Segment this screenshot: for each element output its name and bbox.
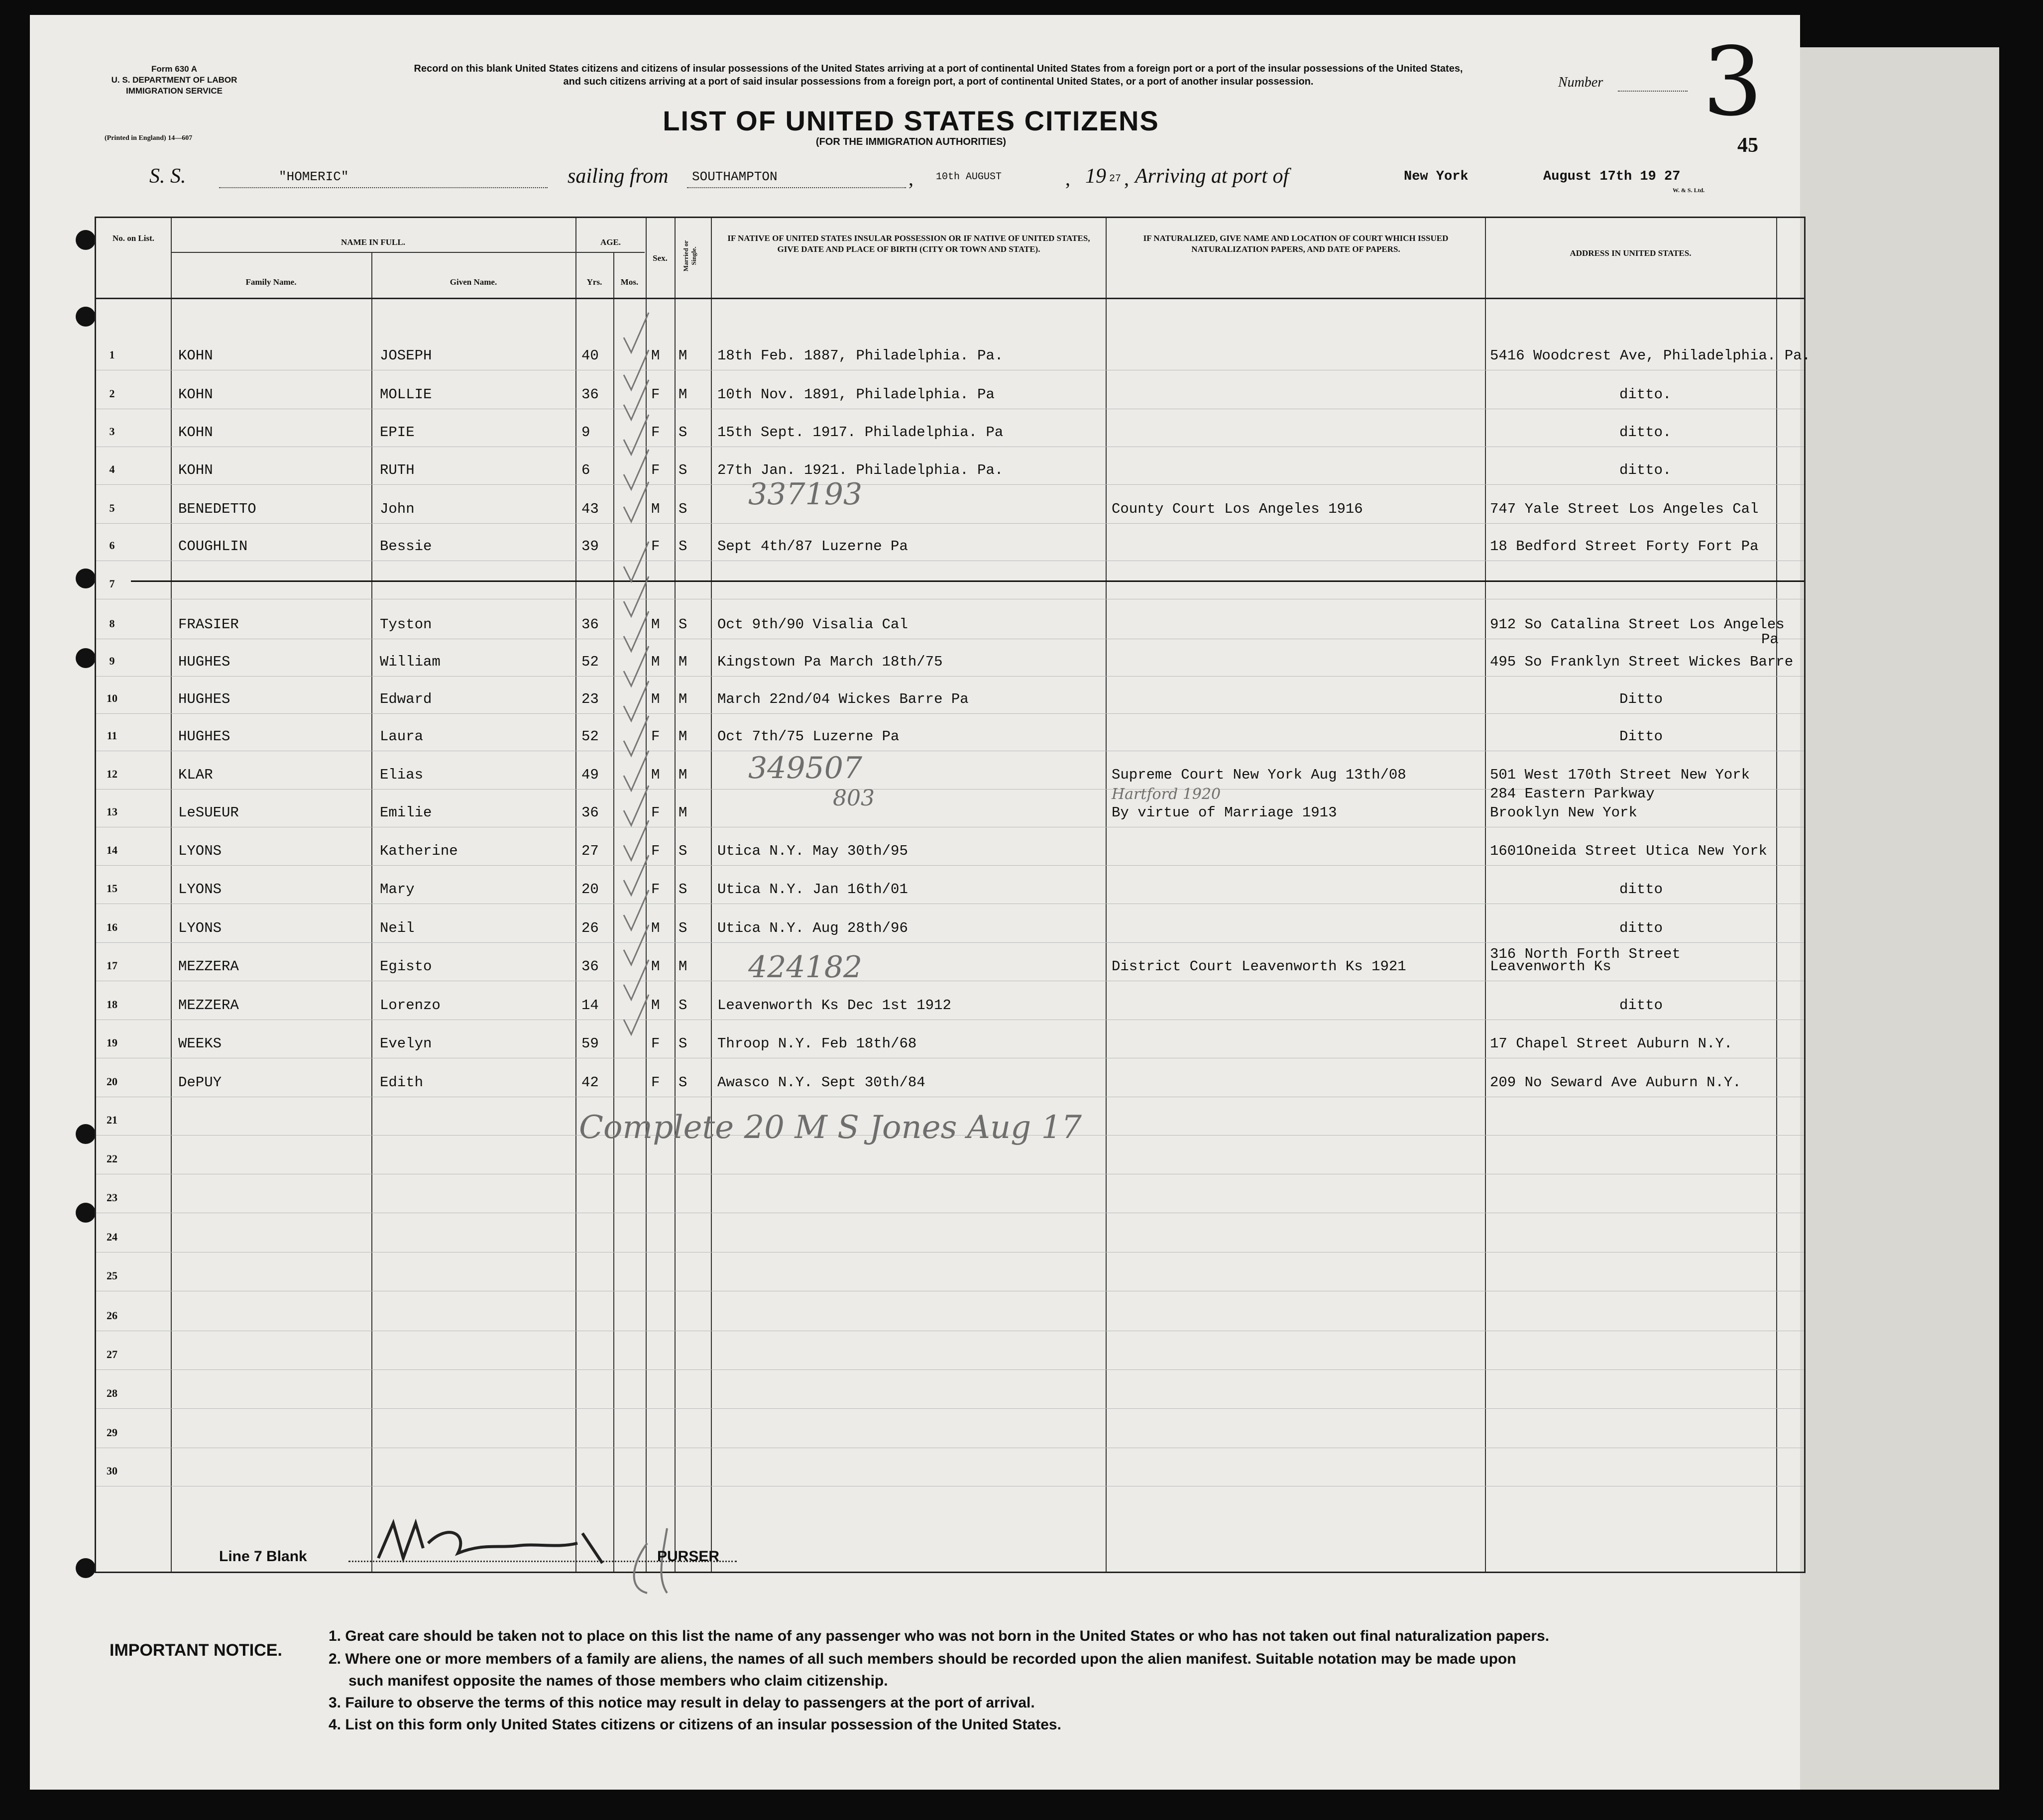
notice-title: IMPORTANT NOTICE.: [110, 1641, 282, 1660]
cell-addr: ditto: [1619, 920, 1663, 936]
cell-yrs: 23: [581, 691, 599, 707]
cell-family: KOHN: [178, 347, 213, 364]
hw-cert-13: 803: [833, 786, 875, 811]
cell-given: Egisto: [380, 958, 432, 975]
row-number: 22: [107, 1152, 117, 1165]
hw-complete: Complete 20 M S Jones Aug 17: [579, 1109, 1082, 1146]
cell-yrs: 52: [581, 728, 599, 745]
number-label: Number: [1558, 75, 1603, 90]
manifest-page: [30, 15, 1811, 1790]
cell-birth: 10th Nov. 1891, Philadelphia. Pa: [717, 386, 995, 403]
arriving-label: Arriving at port of: [1135, 165, 1289, 188]
row-number: 13: [107, 805, 117, 818]
page-number: 45: [1737, 134, 1758, 157]
cell-addr: Ditto: [1619, 728, 1663, 745]
col-divider: [675, 218, 676, 1572]
date-from: 10th AUGUST: [936, 171, 1002, 183]
row-number: 30: [107, 1465, 117, 1477]
cell-ms: M: [679, 386, 687, 403]
cell-given: Katherine: [380, 843, 458, 859]
cell-given: Lorenzo: [380, 997, 441, 1014]
cell-given: Neil: [380, 920, 415, 936]
notice-item: such manifest opposite the names of those members who claim citizenship.: [348, 1673, 888, 1689]
cell-ms: S: [679, 1074, 687, 1091]
line7-rule: [131, 580, 1804, 582]
cell-given: Edith: [380, 1074, 424, 1091]
row-number: 16: [107, 921, 117, 933]
cell-sex: F: [651, 843, 660, 859]
binder-hole: [76, 1558, 96, 1578]
cell-nat: Supreme Court New York Aug 13th/08: [1112, 767, 1406, 783]
cell-family: KOHN: [178, 424, 213, 441]
form-number: Form 630 A: [151, 64, 197, 74]
cell-sex: M: [651, 920, 660, 936]
cell-addr: ditto.: [1619, 386, 1672, 403]
row-number: 6: [109, 539, 115, 552]
cell-ms: S: [679, 997, 687, 1014]
cell-yrs: 52: [581, 654, 599, 670]
cell-family: DePUY: [178, 1074, 222, 1091]
row-number: 14: [107, 844, 117, 856]
cell-family: LYONS: [178, 920, 222, 936]
comma-2: ,: [1065, 167, 1070, 190]
cell-yrs: 36: [581, 958, 599, 975]
hw-note-13: Hartford 1920: [1112, 786, 1221, 803]
cell-yrs: 36: [581, 804, 599, 821]
cell-ms: M: [679, 804, 687, 821]
port-line: [687, 187, 906, 188]
cell-sex: F: [651, 462, 660, 478]
cell-ms: S: [679, 424, 687, 441]
cell-sex: M: [651, 767, 660, 783]
cell-family: COUGHLIN: [178, 538, 248, 555]
cell-given: Bessie: [380, 538, 432, 555]
cell-family: HUGHES: [178, 728, 230, 745]
page-edge: [1800, 47, 1999, 1790]
cell-addr: ditto.: [1619, 462, 1672, 478]
service: IMMIGRATION SERVICE: [126, 86, 223, 96]
col-married-single: Married or Single.: [682, 240, 697, 272]
cell-given: RUTH: [380, 462, 415, 478]
page-title: LIST OF UNITED STATES CITIZENS: [663, 105, 1159, 136]
notice-item: 2. Where one or more members of a family are aliens, the names of all such members should be recorded upon the alien manifest. Suitable notation may be made upon: [329, 1651, 1516, 1667]
cell-addr: ditto: [1619, 997, 1663, 1014]
row-rule: [96, 676, 1804, 677]
cell-birth: 15th Sept. 1917. Philadelphia. Pa: [717, 424, 1004, 441]
cell-sex: M: [651, 958, 660, 975]
col-divider: [711, 218, 712, 1572]
row-number: 17: [107, 959, 117, 972]
cell-yrs: 39: [581, 538, 599, 555]
cell-ms: S: [679, 501, 687, 517]
row-number: 23: [107, 1191, 117, 1204]
cell-nat: County Court Los Angeles 1916: [1112, 501, 1363, 517]
row-number: 3: [109, 425, 115, 438]
cell-addr: 912 So Catalina Street Los Angeles: [1490, 616, 1785, 633]
col-yrs: Yrs.: [586, 277, 602, 287]
port-from: SOUTHAMPTON: [692, 169, 778, 184]
cell-birth: 18th Feb. 1887, Philadelphia. Pa.: [717, 347, 1004, 364]
cell-yrs: 26: [581, 920, 599, 936]
cell-birth: Utica N.Y. Jan 16th/01: [717, 881, 908, 898]
cell-sex: F: [651, 424, 660, 441]
col-divider: [575, 218, 576, 1572]
year-prefix: 19: [1085, 165, 1106, 188]
cell-family: MEZZERA: [178, 958, 239, 975]
cell-addr: ditto.: [1619, 424, 1672, 441]
arrival-date: August 17th 19 27: [1543, 169, 1681, 184]
row-number: 9: [109, 655, 115, 667]
cell-addr: 5416 Woodcrest Ave, Philadelphia. Pa.: [1490, 347, 1811, 364]
row-number: 19: [107, 1036, 117, 1049]
col-family: Family Name.: [245, 277, 297, 287]
binder-hole: [76, 1124, 96, 1144]
row-rule: [96, 865, 1804, 866]
cell-ms: M: [679, 958, 687, 975]
manifest-table: [95, 217, 1811, 1573]
comma-3: ,: [1124, 167, 1129, 190]
cell-sex: M: [651, 616, 660, 633]
binder-hole: [76, 230, 96, 250]
cell-sex: F: [651, 386, 660, 403]
cell-birth: Leavenworth Ks Dec 1st 1912: [717, 997, 951, 1014]
cell-ms: S: [679, 538, 687, 555]
cell-birth: Sept 4th/87 Luzerne Pa: [717, 538, 908, 555]
col-name-in-full: NAME IN FULL.: [341, 237, 405, 247]
cell-sex: F: [651, 728, 660, 745]
cell-addr: Leavenworth Ks: [1490, 958, 1611, 975]
cell-given: Laura: [380, 728, 424, 745]
number-line: [1618, 91, 1688, 92]
cell-nat: By virtue of Marriage 1913: [1112, 804, 1337, 821]
row-number: 1: [109, 348, 115, 361]
col-divider: [371, 253, 372, 1572]
cell-addr: ditto: [1619, 881, 1663, 898]
cell-ms: S: [679, 616, 687, 633]
cell-sex: M: [651, 691, 660, 707]
cell-birth: Utica N.Y. May 30th/95: [717, 843, 908, 859]
cell-ms: M: [679, 691, 687, 707]
cell-addr: Brooklyn New York: [1490, 804, 1637, 821]
cell-sex: F: [651, 804, 660, 821]
cell-sex: M: [651, 997, 660, 1014]
cell-addr: 501 West 170th Street New York: [1490, 767, 1750, 783]
cell-yrs: 14: [581, 997, 599, 1014]
cell-nat: District Court Leavenworth Ks 1921: [1112, 958, 1406, 975]
ship-line: [219, 187, 548, 188]
row-rule: [96, 1408, 1804, 1409]
hw-cert-5: 337193: [748, 477, 863, 512]
cell-yrs: 36: [581, 616, 599, 633]
address-continuation: Pa: [1761, 631, 1779, 648]
cell-birth: 27th Jan. 1921. Philadelphia. Pa.: [717, 462, 1004, 478]
row-number: 28: [107, 1387, 117, 1399]
cell-birth: Awasco N.Y. Sept 30th/84: [717, 1074, 925, 1091]
row-number: 5: [109, 502, 115, 514]
address-continuation: 316 North Forth Street: [1490, 946, 1681, 962]
cell-family: LYONS: [178, 881, 222, 898]
col-mos: Mos.: [620, 277, 639, 287]
cell-ms: S: [679, 881, 687, 898]
col-no: No. on List.: [112, 233, 155, 243]
cell-given: Evelyn: [380, 1035, 432, 1052]
cell-family: HUGHES: [178, 691, 230, 707]
row-number: 8: [109, 617, 115, 630]
cell-addr: 747 Yale Street Los Angeles Cal: [1490, 501, 1759, 517]
cell-given: Elias: [380, 767, 424, 783]
row-number: 26: [107, 1309, 117, 1322]
record-instructions: Record on this blank United States citizens and citizens of insular possessions of the United States arriving at a port of continental United States from a foreign port or a port of the insular possessions of the United States, and such citizens arriving at a port of said insular possessions from a foreign port, a port of continental United States, or a port of another insular possession.: [414, 63, 1463, 87]
row-rule: [96, 1369, 1804, 1370]
hw-cert-12: 349507: [748, 751, 863, 786]
cell-addr: 209 No Seward Ave Auburn N.Y.: [1490, 1074, 1741, 1091]
cell-ms: M: [679, 728, 687, 745]
cell-sex: F: [651, 1074, 660, 1091]
col-divider: [171, 218, 172, 1572]
cell-yrs: 36: [581, 386, 599, 403]
col-naturalized: IF NATURALIZED, GIVE NAME AND LOCATION OF COURT WHICH ISSUED NATURALIZATION PAPERS, AND DATE OF PAPERS.: [1143, 233, 1449, 254]
notice-item: 1. Great care should be taken not to place on this list the name of any passenger who was not born in the United States or who has not taken out final naturalization papers.: [329, 1628, 1550, 1644]
cell-given: William: [380, 654, 441, 670]
cell-ms: M: [679, 347, 687, 364]
cell-family: FRASIER: [178, 616, 239, 633]
cell-birth: Kingstown Pa March 18th/75: [717, 654, 943, 670]
notice-item: 3. Failure to observe the terms of this notice may result in delay to passengers at the port of arrival.: [329, 1695, 1035, 1711]
row-number: 4: [109, 463, 115, 475]
name-age-rule: [171, 252, 645, 253]
row-number: 10: [107, 692, 117, 704]
row-number: 12: [107, 768, 117, 780]
col-divider: [1106, 218, 1107, 1572]
col-address: ADDRESS IN UNITED STATES.: [1570, 248, 1692, 258]
department: U. S. DEPARTMENT OF LABOR: [111, 75, 237, 85]
purser-label: PURSER: [657, 1548, 720, 1565]
row-number: 20: [107, 1075, 117, 1088]
col-given: Given Name.: [450, 277, 497, 287]
list-number: 3: [1702, 27, 1763, 137]
row-number: 27: [107, 1348, 117, 1361]
printer-mark: W. & S. Ltd.: [1673, 187, 1705, 194]
cell-yrs: 40: [581, 347, 599, 364]
cell-family: LeSUEUR: [178, 804, 239, 821]
row-number: 11: [107, 729, 117, 742]
cell-birth: Oct 9th/90 Visalia Cal: [717, 616, 908, 633]
cell-given: Mary: [380, 881, 415, 898]
cell-yrs: 49: [581, 767, 599, 783]
ship-name: "HOMERIC": [279, 169, 349, 184]
sailing-label: sailing from: [568, 165, 669, 188]
col-birth: IF NATIVE OF UNITED STATES INSULAR POSSESSION OR IF NATIVE OF UNITED STATES, GIVE DATE AND PLACE OF BIRTH (CITY OR TOWN AND STATE).: [727, 233, 1090, 254]
cell-ms: S: [679, 843, 687, 859]
row-rule: [96, 713, 1804, 714]
cell-yrs: 27: [581, 843, 599, 859]
cell-given: EPIE: [380, 424, 415, 441]
cell-addr: 18 Bedford Street Forty Fort Pa: [1490, 538, 1759, 555]
row-rule: [96, 523, 1804, 524]
cell-given: Tyston: [380, 616, 432, 633]
row-number: 29: [107, 1426, 117, 1439]
col-sex: Sex.: [653, 253, 668, 263]
cell-family: HUGHES: [178, 654, 230, 670]
cell-family: BENEDETTO: [178, 501, 256, 517]
col-divider: [1485, 218, 1486, 1572]
row-number: 24: [107, 1231, 117, 1243]
cell-given: Emilie: [380, 804, 432, 821]
cell-family: KLAR: [178, 767, 213, 783]
header-rule: [96, 298, 1804, 299]
cell-sex: M: [651, 347, 660, 364]
cell-family: KOHN: [178, 462, 213, 478]
cell-ms: S: [679, 920, 687, 936]
cell-yrs: 59: [581, 1035, 599, 1052]
row-number: 2: [109, 387, 115, 400]
binder-hole: [76, 307, 96, 327]
cell-sex: M: [651, 501, 660, 517]
cell-addr: 495 So Franklyn Street Wickes Barre: [1490, 654, 1794, 670]
printed-note: (Printed in England) 14—607: [105, 134, 193, 142]
cell-yrs: 43: [581, 501, 599, 517]
notice-item: 4. List on this form only United States citizens or citizens of an insular possession of the United States.: [329, 1716, 1061, 1733]
cell-ms: S: [679, 1035, 687, 1052]
binder-hole: [76, 1203, 96, 1223]
cell-birth: Oct 7th/75 Luzerne Pa: [717, 728, 900, 745]
row-number: 7: [109, 577, 115, 590]
cell-family: MEZZERA: [178, 997, 239, 1014]
cell-birth: Utica N.Y. Aug 28th/96: [717, 920, 908, 936]
cell-yrs: 20: [581, 881, 599, 898]
row-number: 15: [107, 882, 117, 895]
address-continuation: 284 Eastern Parkway: [1490, 786, 1655, 802]
year-suffix: 27: [1109, 173, 1122, 185]
binder-hole: [76, 569, 96, 588]
port-to: New York: [1404, 169, 1469, 184]
cell-ms: M: [679, 654, 687, 670]
cell-yrs: 6: [581, 462, 590, 478]
cell-addr: Ditto: [1619, 691, 1663, 707]
row-number: 25: [107, 1269, 117, 1282]
col-age: AGE.: [600, 237, 621, 247]
cell-family: WEEKS: [178, 1035, 222, 1052]
form-id-block: [105, 64, 244, 97]
cell-sex: M: [651, 654, 660, 670]
row-number: 18: [107, 998, 117, 1011]
cell-sex: F: [651, 881, 660, 898]
row-rule: [96, 942, 1804, 943]
cell-yrs: 42: [581, 1074, 599, 1091]
row-rule: [96, 484, 1804, 485]
comma-1: ,: [908, 167, 913, 190]
cell-sex: F: [651, 1035, 660, 1052]
cell-family: KOHN: [178, 386, 213, 403]
cell-ms: S: [679, 462, 687, 478]
cell-given: MOLLIE: [380, 386, 432, 403]
cell-birth: Throop N.Y. Feb 18th/68: [717, 1035, 917, 1052]
cell-given: JOSEPH: [380, 347, 432, 364]
line7-note: Line 7 Blank: [219, 1548, 307, 1565]
cell-family: LYONS: [178, 843, 222, 859]
cell-yrs: 9: [581, 424, 590, 441]
check-marks: [614, 308, 674, 1064]
cell-birth: March 22nd/04 Wickes Barre Pa: [717, 691, 969, 707]
hw-cert-17: 424182: [748, 950, 863, 985]
cell-given: John: [380, 501, 415, 517]
ss-label: S. S.: [149, 165, 186, 188]
binder-hole: [76, 648, 96, 668]
cell-given: Edward: [380, 691, 432, 707]
cell-addr: 1601Oneida Street Utica New York: [1490, 843, 1767, 859]
cell-ms: M: [679, 767, 687, 783]
cell-sex: F: [651, 538, 660, 555]
cell-addr: 17 Chapel Street Auburn N.Y.: [1490, 1035, 1733, 1052]
row-number: 21: [107, 1114, 117, 1126]
page-subtitle: (FOR THE IMMIGRATION AUTHORITIES): [815, 136, 1007, 147]
col-divider: [1776, 218, 1777, 1572]
